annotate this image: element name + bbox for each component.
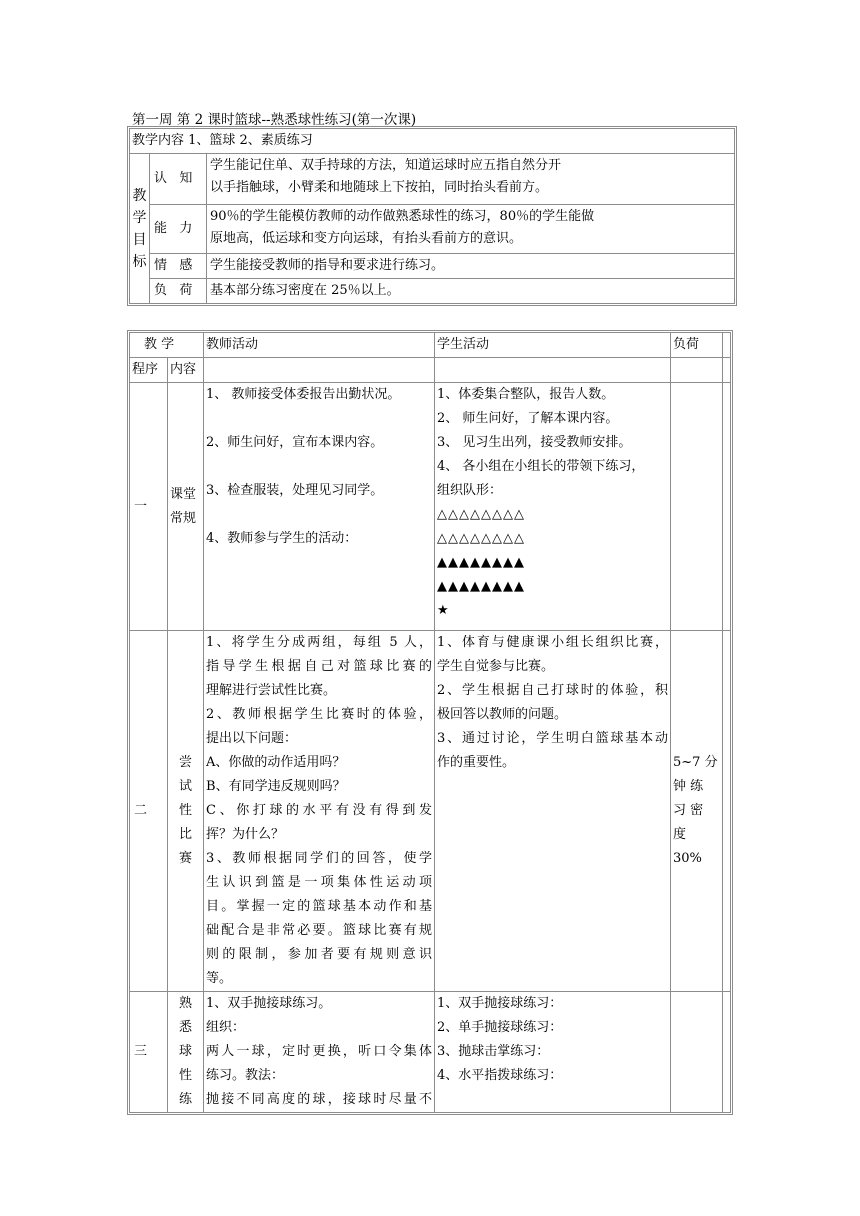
text-line: 2、 师生问好，了解本课内容。 bbox=[437, 411, 619, 426]
text-line: 4、教师参与学生的活动： bbox=[206, 531, 358, 546]
group-char: 学 bbox=[132, 209, 147, 226]
load-line: 度 bbox=[673, 827, 687, 842]
empty-cell bbox=[723, 383, 731, 631]
objective-label-cognition: 认 知 bbox=[150, 154, 207, 205]
load-cell bbox=[671, 992, 723, 1113]
section-name-char: 球 bbox=[179, 1044, 193, 1059]
formation-row-hollow: △△△△△△△△ bbox=[437, 531, 525, 546]
text-line: 3、通过讨论，学生明白篮球基本动 bbox=[437, 731, 669, 746]
text-line: 2、师生问好，宣布本课内容。 bbox=[206, 435, 384, 450]
text-line: 组织： bbox=[206, 1020, 246, 1035]
section-name-line: 课堂 bbox=[170, 486, 197, 502]
section-name-char: 熟 bbox=[179, 996, 193, 1011]
section-number: 二 bbox=[130, 631, 168, 992]
header-teacher-activity: 教师活动 bbox=[204, 333, 435, 358]
section-name-char: 比 bbox=[179, 827, 193, 842]
empty-cell bbox=[723, 631, 731, 992]
header-content: 内容 bbox=[168, 358, 204, 383]
empty-cell bbox=[204, 358, 435, 383]
text-line: 4、水平指拨球练习： bbox=[437, 1068, 563, 1083]
text-line: 1、体育与健康课小组长组织比赛， bbox=[437, 635, 669, 650]
text-line: 学生自觉参与比赛。 bbox=[437, 659, 555, 674]
text-line: 理解进行尝试性比赛。 bbox=[206, 683, 337, 698]
teaching-content: 教学内容 1、篮球 2、素质练习 bbox=[130, 129, 735, 154]
text-line: 1、将学生分成两组，每组 5 人， bbox=[206, 635, 433, 650]
section-name-line: 常规 bbox=[170, 510, 197, 526]
load-line: 30% bbox=[673, 851, 702, 866]
empty-cell bbox=[671, 358, 723, 383]
text-line: 练习。教法： bbox=[206, 1068, 285, 1083]
text-line: 等。 bbox=[206, 971, 233, 986]
text-line: 指导学生根据自己对篮球比赛的 bbox=[206, 659, 433, 674]
header-teaching bbox=[130, 333, 204, 358]
objective-label-load: 负 荷 bbox=[150, 279, 207, 304]
objective-text-ability bbox=[207, 205, 735, 254]
text-line: 2、学生根据自己打球时的体验，积 bbox=[437, 683, 669, 698]
formation-row-solid: ▲▲▲▲▲▲▲▲ bbox=[437, 579, 525, 594]
text-line: 两人一球，定时更换，听口令集体 bbox=[206, 1044, 433, 1059]
section-name bbox=[168, 383, 204, 631]
header-spacer bbox=[723, 333, 731, 358]
section-name-char: 悉 bbox=[179, 1020, 193, 1035]
group-char: 标 bbox=[132, 253, 147, 270]
document-title: 第一周 第 2 课时篮球--熟悉球性练习(第一次课) bbox=[132, 112, 417, 128]
text-line: B、有同学违反规则吗？ bbox=[206, 779, 346, 794]
objective-text-emotion bbox=[207, 254, 735, 279]
header-load: 负荷 bbox=[671, 333, 723, 358]
text-line: 则的限制，参加者要有规则意识 bbox=[206, 947, 433, 962]
text-line: 学生能记住单、双手持球的方法，知道运球时应五指自然分开 bbox=[210, 158, 562, 173]
text-line: 3、 见习生出列，接受教师安排。 bbox=[437, 435, 632, 450]
empty-cell bbox=[723, 992, 731, 1113]
text-line: 极回答以教师的问题。 bbox=[437, 707, 568, 722]
objectives-table bbox=[129, 128, 735, 304]
objective-text-cognition bbox=[207, 154, 735, 205]
text-line: 挥？为什么？ bbox=[206, 827, 285, 842]
section-name-char: 性 bbox=[179, 1068, 193, 1083]
section-name-char: 练 bbox=[179, 1092, 193, 1107]
empty-cell bbox=[435, 358, 671, 383]
teacher-activity bbox=[204, 383, 435, 631]
text-line: 作的重要性。 bbox=[437, 755, 516, 770]
text-line: 4、 各小组在小组长的带领下练习， bbox=[437, 459, 645, 474]
text-line: 组织队形： bbox=[437, 483, 503, 498]
blank-line bbox=[206, 503, 432, 527]
section-name bbox=[168, 992, 204, 1113]
objectives-group-label bbox=[130, 154, 150, 304]
group-char: 目 bbox=[132, 231, 147, 248]
section-name bbox=[168, 631, 204, 992]
load-line: 习 密 bbox=[673, 803, 704, 818]
load-cell bbox=[671, 383, 723, 631]
section-name-char: 尝 bbox=[179, 755, 193, 770]
header-order: 程序 bbox=[130, 358, 168, 383]
text-line: 3、教师根据同学们的回答，使学 bbox=[206, 851, 433, 866]
text-line: 础配合是非常必要。篮球比赛有规 bbox=[206, 923, 433, 938]
group-char: 教 bbox=[132, 187, 147, 204]
empty-cell bbox=[723, 358, 731, 383]
section-number: 三 bbox=[130, 992, 168, 1113]
formation-row-solid: ▲▲▲▲▲▲▲▲ bbox=[437, 555, 525, 570]
text-line: A、你做的动作适用吗？ bbox=[206, 755, 346, 770]
header-teaching-label: 教 学 bbox=[144, 337, 175, 352]
teacher-activity bbox=[204, 631, 435, 992]
objective-text-load bbox=[207, 279, 735, 304]
section-number: 一 bbox=[130, 383, 168, 631]
text-line: 1、双手抛接球练习： bbox=[437, 996, 563, 1011]
section-name-char: 性 bbox=[179, 803, 193, 818]
text-line: 基本部分练习密度在 25％以上。 bbox=[210, 283, 400, 298]
text-line: 3、抛球击掌练习： bbox=[437, 1044, 550, 1059]
blank-line bbox=[206, 407, 432, 431]
text-line: 2、单手抛接球练习： bbox=[437, 1020, 563, 1035]
student-activity bbox=[435, 992, 671, 1113]
text-line: C、你打球的水平有没有得到发 bbox=[206, 803, 433, 818]
text-line: 1、 教师接受体委报告出勤状况。 bbox=[206, 387, 401, 402]
text-line: 90％的学生能模仿教师的动作做熟悉球性的练习，80％的学生能做 bbox=[210, 209, 595, 224]
teacher-activity bbox=[204, 992, 435, 1113]
lesson-plan-table bbox=[129, 332, 731, 1113]
text-line: 1、体委集合整队，报告人数。 bbox=[437, 387, 615, 402]
section-name-char: 赛 bbox=[179, 851, 193, 866]
student-activity bbox=[435, 383, 671, 631]
blank-line bbox=[206, 455, 432, 479]
objective-label-emotion: 情 感 bbox=[150, 254, 207, 279]
text-line: 学生能接受教师的指导和要求进行练习。 bbox=[210, 258, 445, 273]
text-line: 以手指触球，小臂柔和地随球上下按拍，同时抬头看前方。 bbox=[210, 180, 549, 195]
text-line: 原地高，低运球和变方向运球，有抬头看前方的意识。 bbox=[210, 231, 523, 246]
section-name-char: 试 bbox=[179, 779, 193, 794]
text-line: 生认识到篮是一项集体性运动项 bbox=[206, 875, 433, 890]
load-line: 5~7 分 bbox=[673, 755, 718, 770]
formation-row-hollow: △△△△△△△△ bbox=[437, 507, 525, 522]
header-student-activity: 学生活动 bbox=[435, 333, 671, 358]
text-line: 提出以下问题： bbox=[206, 731, 298, 746]
load-cell bbox=[671, 631, 723, 992]
load-line: 钟 练 bbox=[673, 779, 704, 794]
text-line: 1、双手抛接球练习。 bbox=[206, 996, 332, 1011]
text-line: 抛接不同高度的球，接球时尽量不 bbox=[206, 1092, 433, 1107]
text-line: 3、检查服装，处理见习同学。 bbox=[206, 483, 384, 498]
student-activity bbox=[435, 631, 671, 992]
text-line: 2、教师根据学生比赛时的体验， bbox=[206, 707, 433, 722]
formation-teacher-star: ★ bbox=[437, 603, 450, 618]
objective-label-ability: 能 力 bbox=[150, 205, 207, 254]
text-line: 目。掌握一定的篮球基本动作和基 bbox=[206, 899, 433, 914]
